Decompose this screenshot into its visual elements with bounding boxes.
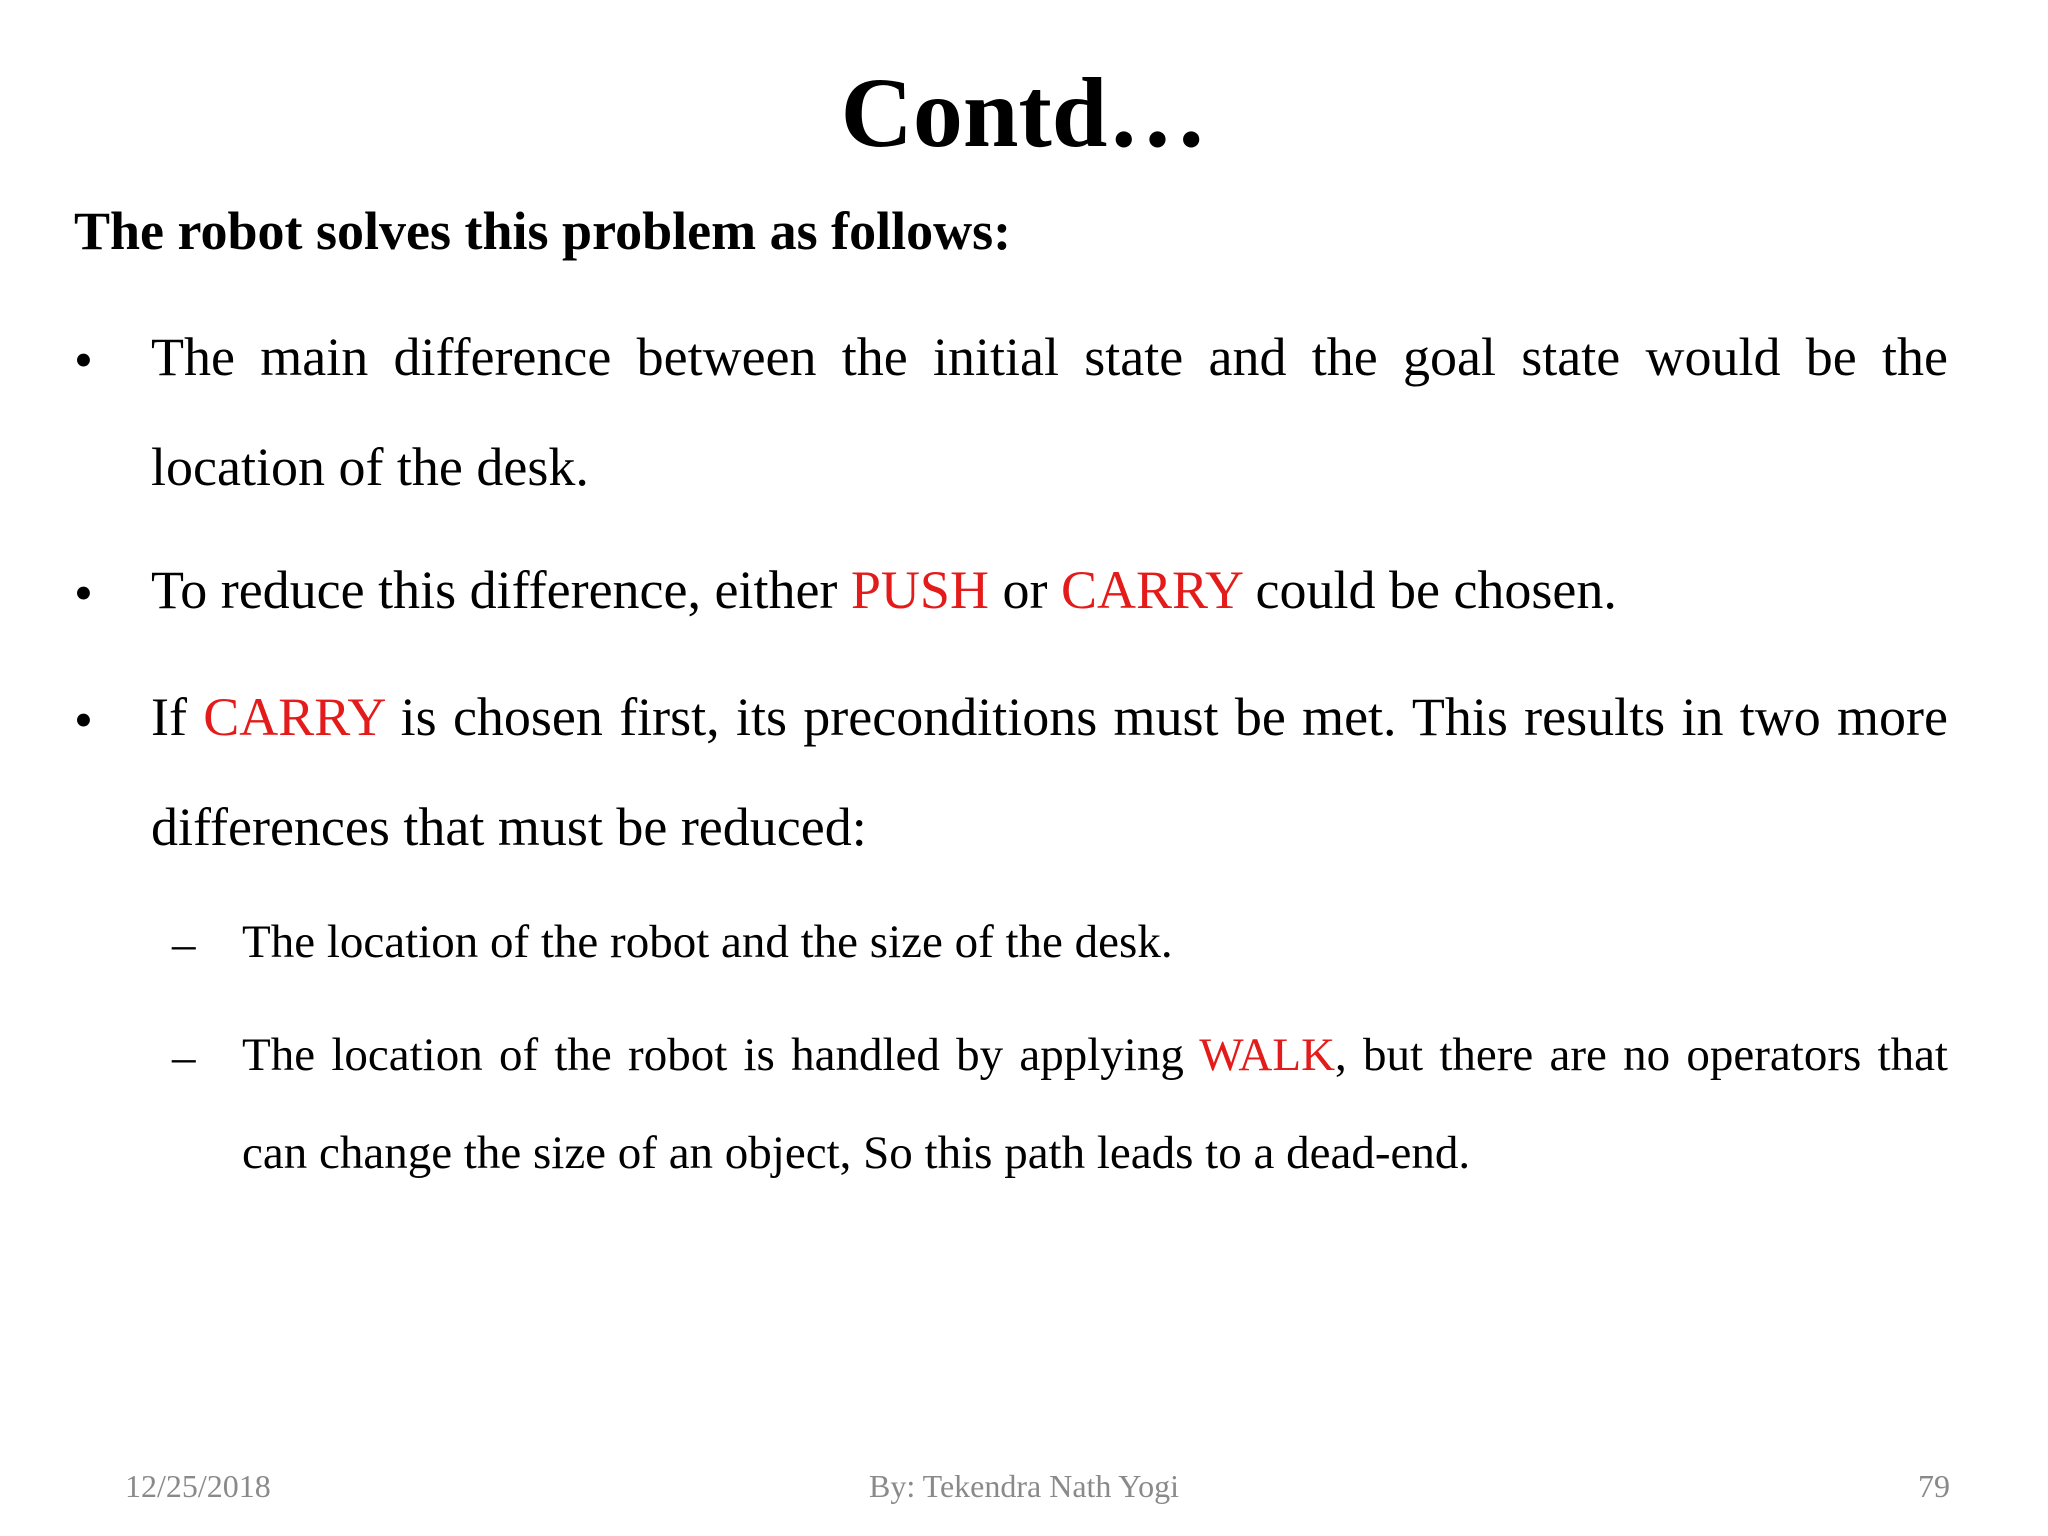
intro-text: The robot solves this problem as follows: [74, 201, 1012, 261]
keyword-carry: CARRY [1060, 560, 1243, 620]
bullet-text [151, 535, 1948, 645]
sub-text-part: The location of the robot is handled by applying [242, 1029, 1200, 1081]
page-number: 79 [1918, 1468, 1950, 1504]
sub-text-part: , but there are no operators that can change the size of an object, So this path leads to a dead-end. [242, 1029, 1948, 1179]
keyword-walk: WALK [1199, 1029, 1336, 1081]
bullet-mark: • [74, 563, 93, 623]
sub-item-text [242, 893, 1948, 991]
bullet-text-part: or [988, 560, 1061, 620]
keyword-push: PUSH [850, 560, 989, 620]
footer-date: 12/25/2018 [125, 1468, 271, 1504]
slide-title: Contd… [840, 57, 1208, 168]
bullet-text [151, 302, 1948, 522]
sub-text-part: The location of the robot and the size of the desk. [242, 916, 1173, 968]
bullet-text-part: The main difference between the initial state and the goal state would be the location of the desk. [151, 327, 1948, 497]
bullet-mark: • [74, 690, 93, 750]
dash-mark: – [172, 1031, 196, 1083]
sub-item-text [242, 1006, 1948, 1202]
bullet-mark: • [74, 330, 93, 390]
bullet-text-part: could be chosen. [1242, 560, 1617, 620]
bullet-text [151, 662, 1948, 882]
keyword-carry: CARRY [203, 687, 385, 747]
bullet-text-part: To reduce this difference, either [151, 560, 851, 620]
bullet-text-part: If [151, 687, 204, 747]
dash-mark: – [172, 918, 196, 970]
footer-author: By: Tekendra Nath Yogi [868, 1468, 1180, 1504]
bullet-text-part: is chosen first, its preconditions must be met. This results in two more differences that must be reduced: [151, 687, 1948, 857]
